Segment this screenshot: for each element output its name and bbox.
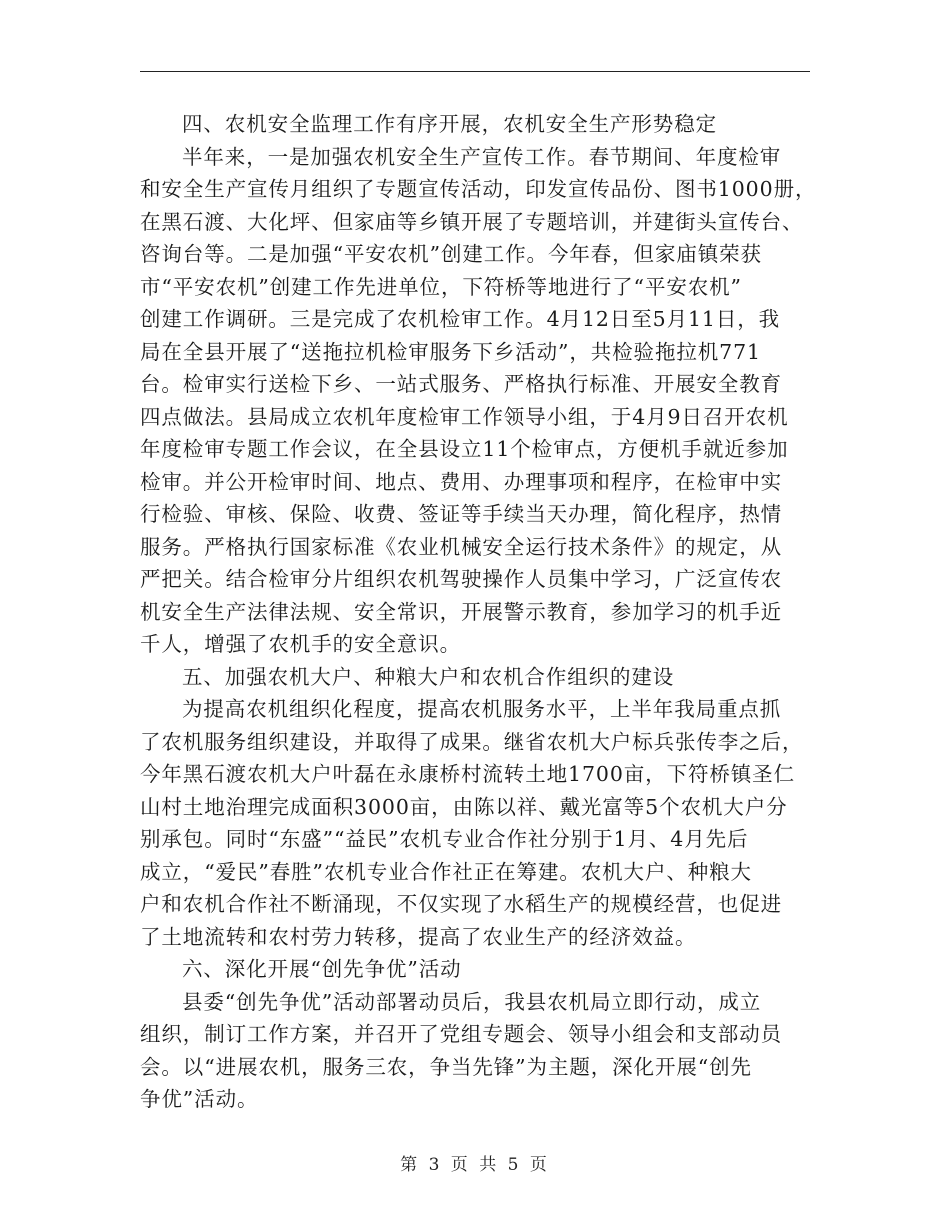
text-line: 四点做法。县局成立农机年度检审工作领导小组，于4月9日召开农机	[140, 404, 789, 429]
text-line: 六、深化开展“创先争优”活动	[182, 957, 462, 981]
text-line: 局在全县开展了“送拖拉机检审服务下乡活动”，共检验拖拉机771	[140, 339, 761, 364]
text-line: 了农机服务组织建设，并取得了成果。继省农机大户标兵张传李之后，	[140, 729, 804, 754]
text-line: 半年来，一是加强农机安全生产宣传工作。春节期间、年度检审	[182, 144, 782, 169]
document-body	[140, 108, 820, 1116]
text-line: 台。检审实行送检下乡、一站式服务、严格执行标准、开展安全教育	[140, 372, 782, 396]
text-line: 争优”活动。	[140, 1087, 259, 1111]
text-line: 五、加强农机大户、种粮大户和农机合作组织的建设	[182, 664, 675, 689]
text-line: 严把关。结合检审分片组织农机驾驶操作人员集中学习，广泛宣传农	[140, 567, 782, 591]
text-line: 千人，增强了农机手的安全意识。	[140, 632, 461, 656]
text-line: 为提高农机组织化程度，提高农机服务水平，上半年我局重点抓	[182, 697, 782, 721]
text-line: 年度检审专题工作会议，在全县设立11个检审点，方便机手就近参加	[140, 437, 789, 461]
page-footer: 第 3 页 共 5 页	[400, 1155, 550, 1175]
text-line: 行检验、审核、保险、收费、签证等手续当天办理，简化程序，热情	[140, 502, 782, 526]
text-line: 今年黑石渡农机大户叶磊在永康桥村流转土地1700亩，下符桥镇圣仁	[140, 762, 795, 786]
text-line: 了土地流转和农村劳力转移，提高了农业生产的经济效益。	[140, 924, 697, 949]
text-line: 创建工作调研。三是完成了农机检审工作。4月12日至5月11日，我	[140, 307, 781, 331]
text-line: 机安全生产法律法规、安全常识，开展警示教育，参加学习的机手近	[140, 599, 782, 624]
text-line: 服务。严格执行国家标准《农业机械安全运行技术条件》的规定，从	[140, 534, 782, 559]
text-line: 组织，制订工作方案，并召开了党组专题会、领导小组会和支部动员	[140, 1022, 782, 1046]
text-line: 市“平安农机”创建工作先进单位，下符桥等地进行了“平安农机”	[140, 274, 742, 299]
text-line: 在黑石渡、大化坪、但家庙等乡镇开展了专题培训，并建街头宣传台、	[140, 209, 804, 234]
text-line: 四、农机安全监理工作有序开展，农机安全生产形势稳定	[182, 112, 717, 136]
text-line: 和安全生产宣传月组织了专题宣传活动，印发宣传品份、图书1000册，	[140, 177, 817, 201]
text-line: 户和农机合作社不断涌现，不仅实现了水稻生产的规模经营，也促进	[140, 892, 782, 916]
text-line: 县委“创先争优”活动部署动员后，我县农机局立即行动，成立	[182, 989, 762, 1014]
text-line: 山村土地治理完成面积3000亩，由陈以祥、戴光富等5个农机大户分	[140, 794, 788, 819]
text-line: 成立，“爱民”春胜”农机专业合作社正在筹建。农机大户、种粮大	[140, 859, 752, 884]
header-rule	[140, 71, 810, 72]
text-line: 会。以“进展农机，服务三农，争当先锋”为主题，深化开展“创先	[140, 1054, 752, 1079]
text-line: 别承包。同时“东盛”“益民”农机专业合作社分别于1月、4月先后	[140, 827, 749, 851]
text-line: 咨询台等。二是加强“平安农机”创建工作。今年春，但家庙镇荣获	[140, 242, 762, 266]
text-line: 检审。并公开检审时间、地点、费用、办理事项和程序，在检审中实	[140, 469, 782, 494]
